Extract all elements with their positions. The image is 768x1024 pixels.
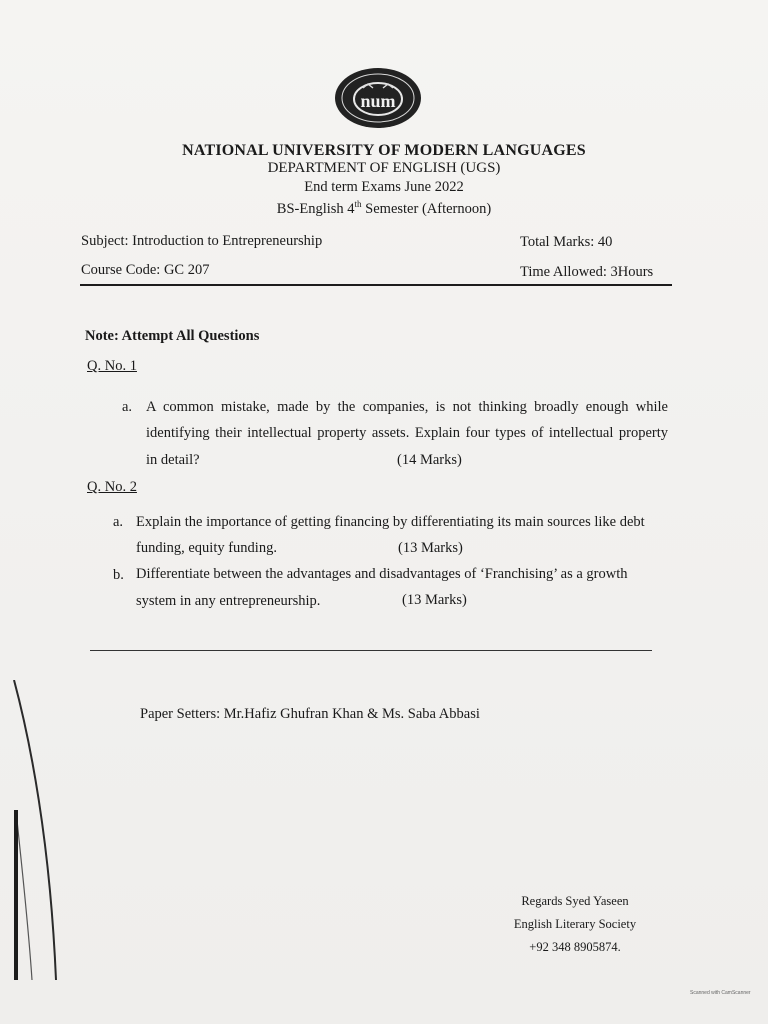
paper-setters: Paper Setters: Mr.Hafiz Ghufran Khan & Ms. Saba Abbasi: [140, 706, 480, 722]
question-1-heading: Q. No. 1: [87, 358, 137, 374]
program-suffix: Semester (Afternoon): [361, 200, 492, 217]
question-2a-marks: (13 Marks): [398, 540, 463, 556]
total-marks: Total Marks: 40: [520, 234, 613, 250]
program-prefix: BS-English 4: [276, 200, 355, 217]
regards-name: Regards Syed Yaseen: [521, 894, 629, 908]
question-2a-line-1: Explain the importance of getting financing by differentiating its main sources like debt: [136, 514, 645, 530]
question-2a-line-2: funding, equity funding.: [136, 540, 277, 556]
time-allowed: Time Allowed: 3Hours: [520, 264, 654, 280]
question-2b-line-2: system in any entrepreneurship.: [136, 593, 321, 609]
regards-society: English Literary Society: [513, 917, 637, 931]
page-edge-shadow: [0, 680, 60, 980]
university-logo-icon: [333, 66, 423, 130]
question-1a-line-2: identifying their intellectual property assets. Explain four types of intellectual property: [146, 425, 668, 441]
question-2a-label: a.: [113, 514, 124, 530]
footer-divider: [90, 650, 652, 651]
program-superscript: th: [354, 199, 362, 209]
exam-note: Note: Attempt All Questions: [85, 328, 260, 344]
header-divider: [80, 284, 672, 286]
program-semester: [0, 199, 768, 218]
question-1a-marks: (14 Marks): [397, 452, 462, 468]
regards-phone: +92 348 8905874.: [529, 940, 621, 954]
course-code: Course Code: GC 207: [81, 262, 210, 278]
department-name: DEPARTMENT OF ENGLISH (UGS): [267, 160, 501, 176]
question-1a-label: a.: [122, 399, 133, 415]
question-1a-line-3: in detail?: [146, 452, 200, 468]
question-2b-label: b.: [113, 567, 124, 583]
question-1a-line-1: A common mistake, made by the companies, is not thinking broadly enough while: [146, 399, 668, 415]
scanner-watermark: Scanned with CamScanner: [690, 990, 751, 996]
subject-line: Subject: Introduction to Entrepreneurship: [81, 233, 323, 249]
question-2-heading: Q. No. 2: [87, 479, 137, 495]
university-name: NATIONAL UNIVERSITY OF MODERN LANGUAGES: [182, 142, 586, 159]
logo-text: num: [360, 91, 396, 111]
exam-title: End term Exams June 2022: [304, 179, 464, 195]
question-2b-marks: (13 Marks): [402, 592, 467, 608]
question-2b-line-1: Differentiate between the advantages and disadvantages of ‘Franchising’ as a growth: [136, 566, 628, 582]
